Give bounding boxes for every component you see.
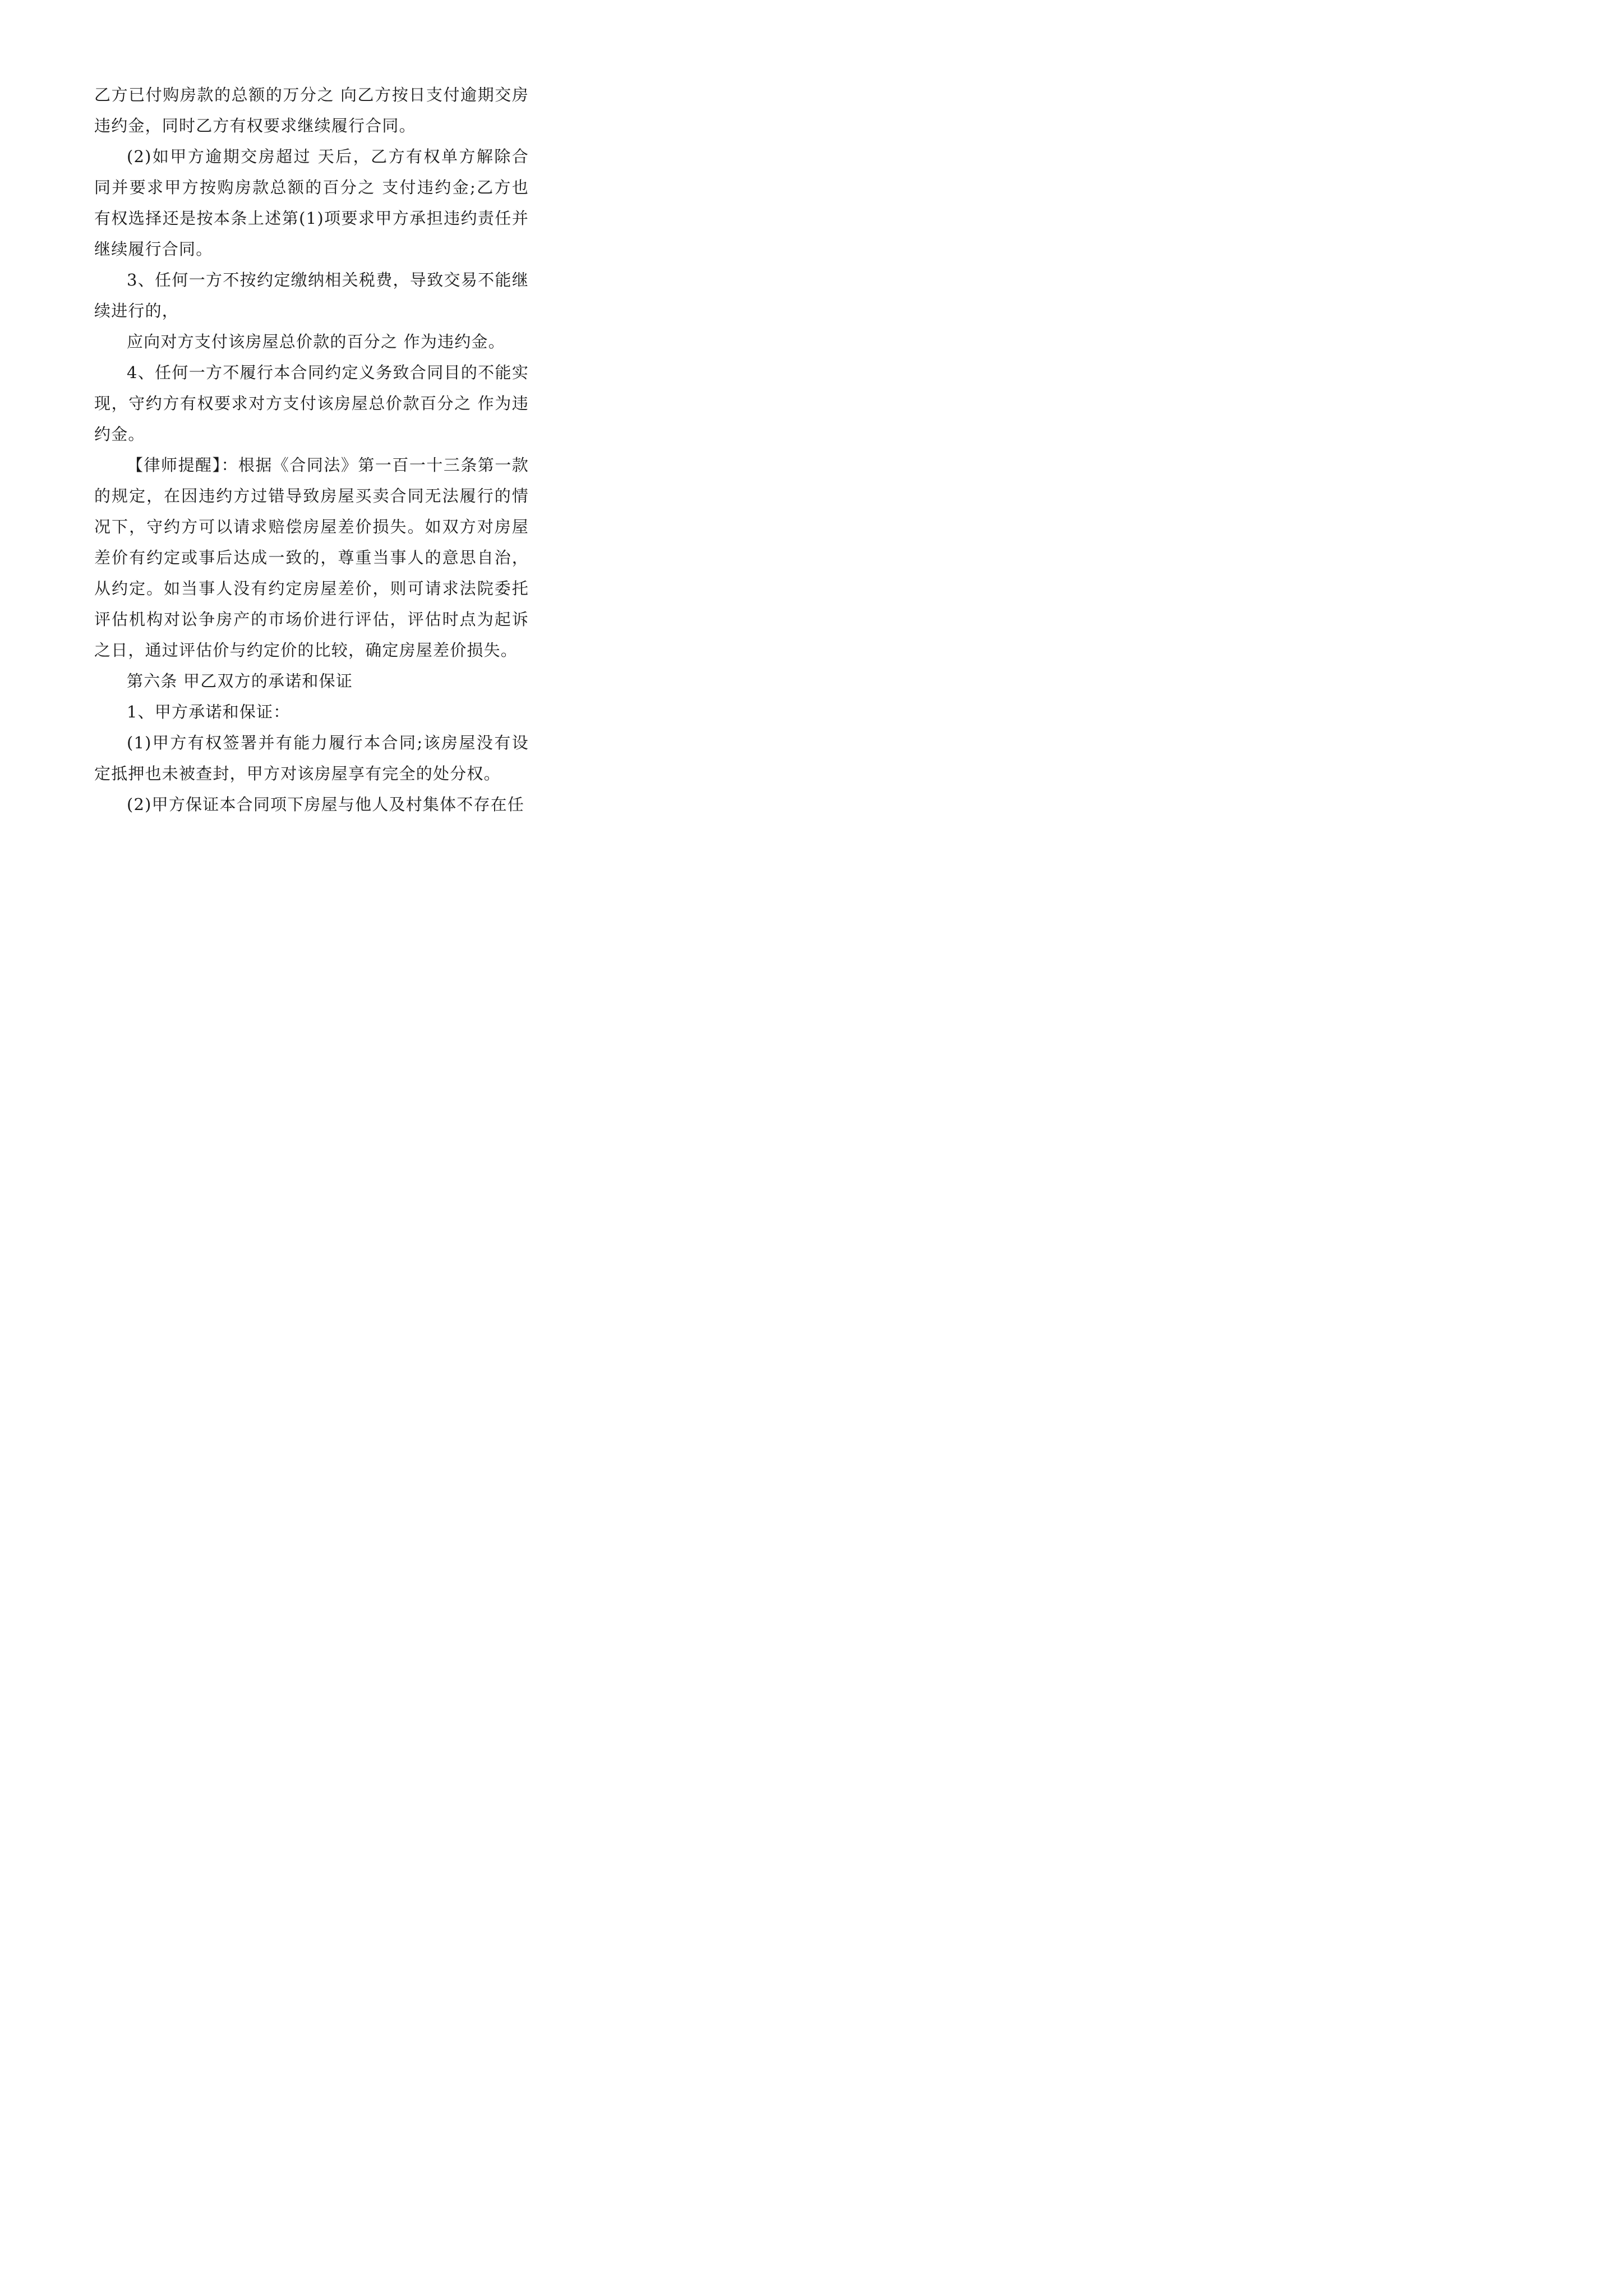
paragraph-party-a-item-1: (1)甲方有权签署并有能力履行本合同;该房屋没有设定抵押也未被查封，甲方对该房屋享有完全的处分权。: [94, 733, 529, 783]
paragraph-party-a-item-2: (2)甲方保证本合同项下房屋与他人及村集体不存在任: [127, 795, 525, 814]
paragraph-clause-3-penalty: 应向对方支付该房屋总价款的百分之 作为违约金。: [127, 332, 505, 351]
paragraph-clause-4: 4、任何一方不履行本合同约定义务致合同目的不能实现，守约方有权要求对方支付该房屋总价款百分之 作为违约金。: [94, 363, 529, 444]
section-heading-article-6: 第六条 甲乙双方的承诺和保证: [127, 671, 353, 691]
paragraph-party-a-promises: 1、甲方承诺和保证：: [127, 702, 291, 721]
document-body: [94, 80, 529, 820]
paragraph-overdue-over-days: (2)如甲方逾期交房超过 天后，乙方有权单方解除合同并要求甲方按购房款总额的百分之 支付违约金;乙方也有权选择还是按本条上述第(1)项要求甲方承担违约责任并继续履行合同。: [94, 147, 529, 259]
paragraph-lawyer-reminder: 【律师提醒】：根据《合同法》第一百一十三条第一款的规定，在因违约方过错导致房屋买卖合同无法履行的情况下，守约方可以请求赔偿房屋差价损失。如双方对房屋差价有约定或事后达成一致的，尊重当事人的意思自治，从约定。如当事人没有约定房屋差价，则可请求法院委托评估机构对讼争房产的市场价进行评估，评估时点为起诉之日，通过评估价与约定价的比较，确定房屋差价损失。: [94, 455, 529, 660]
paragraph-overdue-penalty-continued: 乙方已付购房款的总额的万分之 向乙方按日支付逾期交房违约金，同时乙方有权要求继续履行合同。: [94, 85, 529, 135]
document-page: [0, 0, 617, 872]
paragraph-clause-3-taxes: 3、任何一方不按约定缴纳相关税费，导致交易不能继续进行的，: [94, 270, 529, 320]
